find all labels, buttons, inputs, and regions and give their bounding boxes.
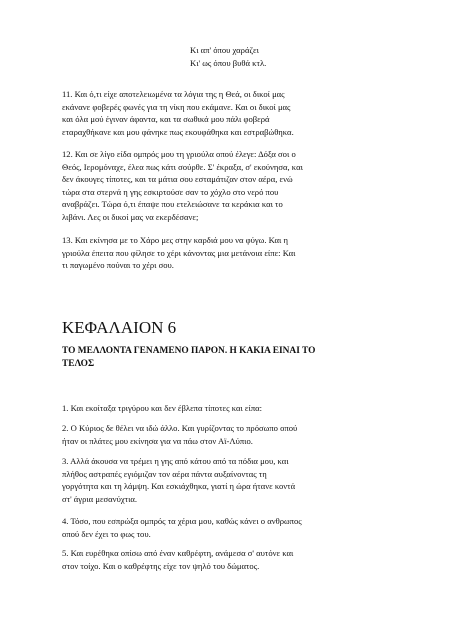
paragraph-line: 13. Και εκίνησα με το Χάρο μες στην καρδιά μου να φύγω. Και η bbox=[62, 235, 288, 245]
paragraph-line: γοργότητα και τη λάμψη. Και εσκιάχθηκα, γιατί η ώρα ήτανε κοντά bbox=[62, 481, 296, 492]
paragraph-line: εκάνανε φοβερές φωνές για τη νίκη που εκάμανε. Και οι δικοί μας bbox=[62, 101, 291, 112]
paragraph-line: στ' άγρια μεσανύχτια. bbox=[62, 493, 138, 504]
paragraph-line: γριούλα έπειτα που φίλησε το χέρι κάνοντας μια μετάνοια είπε: Και bbox=[62, 247, 296, 258]
paragraph-line: δεν άκουγες τίποτες, και τα μάτια σου εσταμάτιζαν στον αέρα, ενώ bbox=[62, 174, 293, 185]
paragraph-line: λιβάνι. Λες οι δικοί μας να εκερδέσανε; bbox=[62, 211, 199, 222]
paragraph-line: 5. Και ευρέθηκα οπίσω από έναν καθρέφτη, ανάμεσα σ' αυτόνε και bbox=[62, 548, 294, 558]
chapter-subtitle bbox=[62, 345, 392, 371]
chapter-title: ΚΕΦΑΛΑΙΟΝ 6 bbox=[62, 318, 177, 337]
paragraph-line: στον τοίχο. Και ο καθρέφτης είχε τον ψηλό του δώματος. bbox=[62, 560, 260, 571]
paragraph-line: εταραχθήκανε και μου φάνηκε πως εκουφάθηκα και εστραβώθηκα. bbox=[62, 126, 294, 137]
paragraph-5 bbox=[62, 547, 402, 572]
paragraph-line: τώρα στα στερνά η γης εσκιρτούσε σαν το χόχλο στο νερό που bbox=[62, 186, 279, 197]
paragraph-line: 3. Αλλά άκουσα να τρέμει η γης από κάτου από τα πόδια μου, και bbox=[62, 456, 289, 466]
subtitle-line: ΤΕΛΟΣ bbox=[62, 359, 95, 369]
paragraph-13 bbox=[62, 234, 402, 272]
paragraph-line: Θεός, Ιερομόναχε, έλεα πως κάτι σούρθε. Σ' έκραξα, σ' εκούνησα, και bbox=[62, 161, 303, 172]
paragraph-line: πλήθος αστραπές εγιόμιζαν τον αέρα πάντα αυξαίνοντας τη bbox=[62, 468, 267, 479]
paragraph-line: 4. Τόσο, που εσπρώξα ομπρός τα χέρια μου, καθώς κάνει ο ανθρωπος bbox=[62, 516, 302, 526]
paragraph-12 bbox=[62, 148, 402, 224]
verse-line: Κι' ως όπου βυθά κτλ. bbox=[190, 58, 267, 68]
paragraph-line: αναβράζει. Τώρα ό,τι έπαψε που ετελειώσανε τα κεράκια και το bbox=[62, 199, 283, 210]
paragraph-line: τι παγωμένο πούναι το χέρι σου. bbox=[62, 260, 174, 271]
paragraph-11 bbox=[62, 88, 402, 138]
verse-line: Κι απ' όπου χαράζει bbox=[190, 45, 259, 55]
subtitle-line: ΤΟ ΜΕΛΛΟΝΤΑ ΓΕΝΑΜΕΝΟ ΠΑΡΟΝ. Η ΚΑΚΙΑ ΕΙΝΑΙ ΤΟ bbox=[62, 346, 316, 356]
verse-block bbox=[190, 44, 266, 70]
paragraph-line: ήταν οι πλάτες μου εκίνησα για να πάω στον Αϊ-Λύπιο. bbox=[62, 435, 253, 446]
paragraph-line: 12. Και σε λίγο είδα ομπρός μου τη γριούλα οπού έλεγε: Δόξα σοι ο bbox=[62, 149, 296, 159]
paragraph-line: οπού δεν έχει το φως του. bbox=[62, 528, 151, 539]
paragraph-line: και όλα μού έγιναν άφαντα, και τα σωθικά μου πάλι φοβερά bbox=[62, 114, 270, 125]
paragraph-line: 1. Και εκοίταξα τριγύρου και δεν έβλεπα τίποτες και είπα: bbox=[62, 403, 263, 413]
paragraph-line: 2. Ο Κύριος δε θέλει να ιδώ άλλο. Και γυρίζοντας το πρόσωπο οπού bbox=[62, 423, 298, 433]
paragraph-line: 11. Και ό,τι είχε αποτελειωμένα τα λόγια της η Θεά, οι δικοί μας bbox=[62, 89, 285, 99]
paragraph-1 bbox=[62, 402, 402, 415]
paragraph-3 bbox=[62, 455, 402, 505]
paragraph-2 bbox=[62, 422, 402, 447]
paragraph-4 bbox=[62, 515, 402, 540]
